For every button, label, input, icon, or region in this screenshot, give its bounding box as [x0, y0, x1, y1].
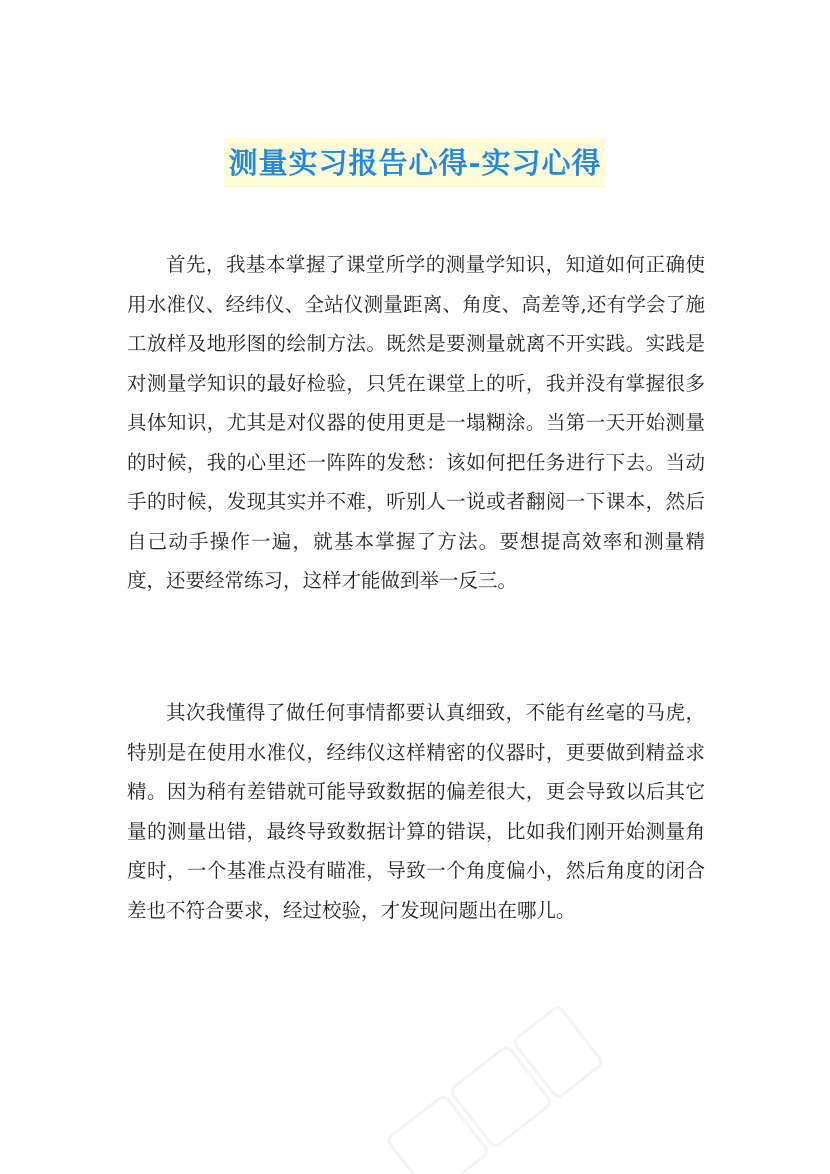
- watermark-stamp-icon: [372, 988, 638, 1174]
- title-container: [0, 138, 830, 188]
- paragraph-1: 首先，我基本掌握了课堂所学的测量学知识，知道如何正确使用水准仪、经纬仪、全站仪测量距离、角度、高差等,还有学会了施工放样及地形图的绘制方法。既然是要测量就离不开实践。实践是对测量学知识的最好检验，只凭在课堂上的听，我并没有掌握很多具体知识，尤其是对仪器的使用更是一塌糊涂。当第一天开始测量的时候，我的心里还一阵阵的发愁：该如何把任务进行下去。当动手的时候，发现其实并不难，听别人一说或者翻阅一下课本，然后自己动手操作一遍，就基本掌握了方法。要想提高效率和测量精度，还要经常练习，这样才能做到举一反三。: [127, 253, 705, 592]
- page-title: 测量实习报告心得-实习心得: [224, 138, 605, 188]
- paragraph-2: 其次我懂得了做任何事情都要认真细致，不能有丝毫的马虎，特别是在使用水准仪，经纬仪这样精密的仪器时，更要做到精益求精。因为稍有差错就可能导致数据的偏差很大，更会导致以后其它量的测量出错，最终导致数据计算的错误，比如我们刚开始测量角度时，一个基准点没有瞄准，导致一个角度偏小，然后角度的闭合差也不符合要求，经过校验，才发现问题出在哪儿。: [127, 701, 705, 922]
